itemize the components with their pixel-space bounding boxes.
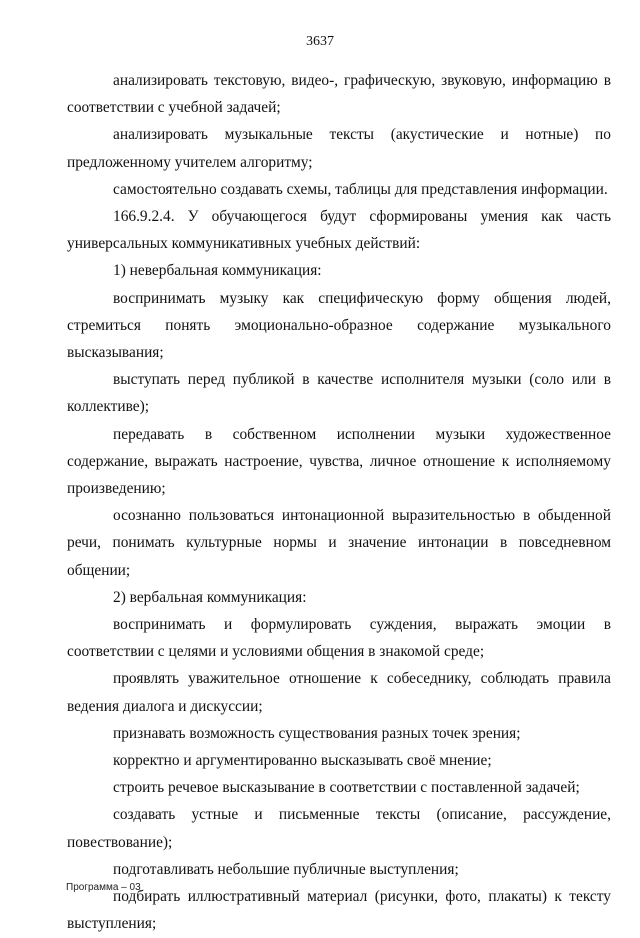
paragraph-intonation: осознанно пользоваться интонационной выразительностью в обыденной речи, понимать культурные нормы и значение интонации в повседневном общении; <box>67 507 611 579</box>
paragraph-express-opinion: корректно и аргументированно высказывать своё мнение; <box>113 752 492 770</box>
paragraph-respect-interlocutor: проявлять уважительное отношение к собеседнику, соблюдать правила ведения диалога и дискуссии; <box>67 670 611 715</box>
page-footer: Программа – 03 <box>66 882 141 893</box>
paragraph-convey-content: передавать в собственном исполнении музыки художественное содержание, выражать настроение, чувства, личное отношение к исполняемому произведению; <box>67 425 611 498</box>
paragraph-section-166-9-2-4: 166.9.2.4. У обучающегося будут сформированы умения как часть универсальных коммуникативных учебных действий: <box>67 208 611 253</box>
paragraph-nonverbal-heading: 1) невербальная коммуникация: <box>113 262 322 280</box>
paragraph-build-speech: строить речевое высказывание в соответствии с поставленной задачей; <box>113 779 580 797</box>
paragraph-analyze-media: анализировать текстовую, видео-, графическую, звуковую, информацию в соответствии с учебной задачей; <box>67 72 611 117</box>
document-body <box>67 67 611 938</box>
paragraph-prepare-speeches: подготавливать небольшие публичные выступления; <box>113 860 459 878</box>
paragraph-formulate-judgments: воспринимать и формулировать суждения, выражать эмоции в соответствии с целями и условиями общения в знакомой среде; <box>67 616 611 661</box>
page-number: 3637 <box>306 34 334 49</box>
paragraph-select-illustrations: подбирать иллюстративный материал (рисунки, фото, плакаты) к тексту выступления; <box>67 888 611 933</box>
paragraph-create-texts: создавать устные и письменные тексты (описание, рассуждение, повествование); <box>67 806 611 851</box>
paragraph-verbal-heading: 2) вербальная коммуникация: <box>113 588 307 606</box>
paragraph-perform: выступать перед публикой в качестве исполнителя музыки (соло или в коллективе); <box>67 371 611 416</box>
paragraph-analyze-music-texts: анализировать музыкальные тексты (акустические и нотные) по предложенному учителем алгоритму; <box>67 126 611 171</box>
paragraph-recognize-views: признавать возможность существования разных точек зрения; <box>113 724 521 742</box>
paragraph-create-schemes: самостоятельно создавать схемы, таблицы для представления информации. <box>113 180 608 198</box>
paragraph-perceive-music: воспринимать музыку как специфическую форму общения людей, стремиться понять эмоционально-образное содержание музыкального высказывания; <box>67 289 611 362</box>
